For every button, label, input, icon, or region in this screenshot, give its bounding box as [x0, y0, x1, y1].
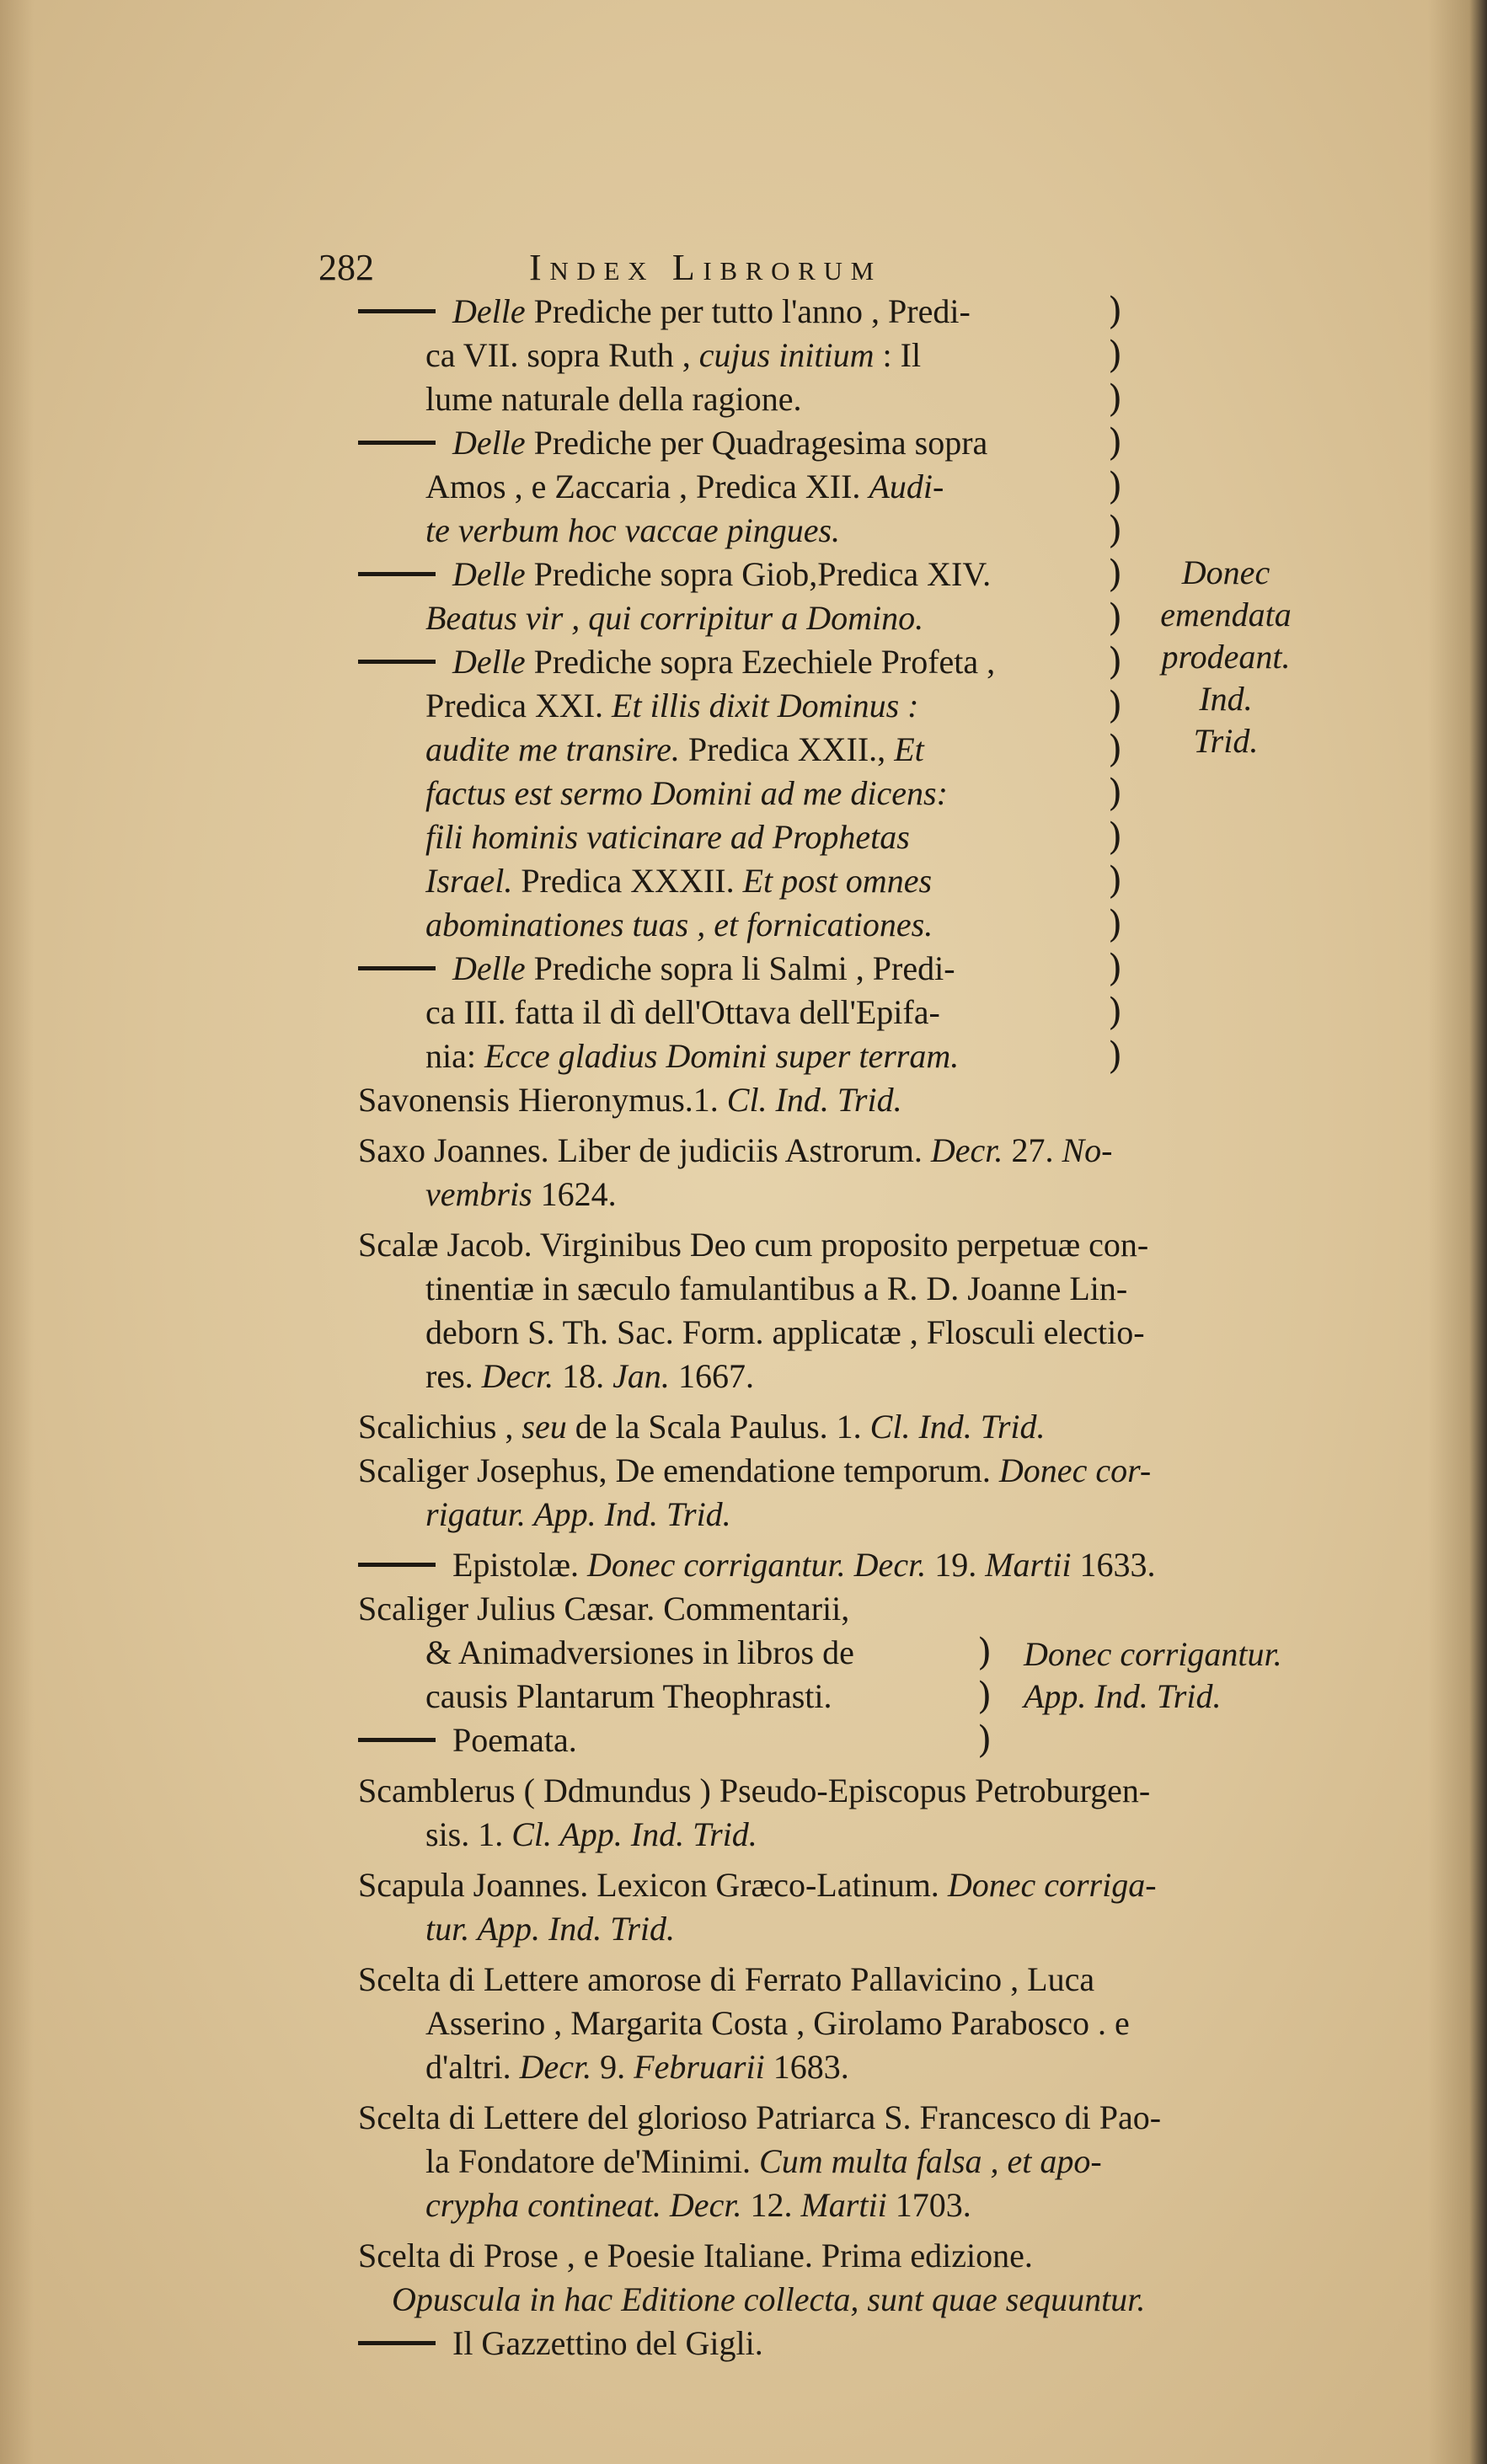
entry-text: vembris	[425, 1175, 532, 1213]
entry-text: Delle	[452, 424, 526, 462]
side-note-line: Donec corrigantur.	[1024, 1635, 1282, 1673]
entry-text: sis. 1.	[425, 1815, 512, 1853]
ditto-dash	[358, 309, 436, 313]
entry-text: Scalichius ,	[358, 1408, 522, 1446]
entry-line	[425, 1035, 959, 1077]
entry-line	[425, 729, 924, 771]
entry-text: te verbum hoc vaccae pingues.	[425, 511, 841, 549]
entry-line	[358, 1544, 1155, 1586]
entry-text: 18.	[554, 1357, 613, 1395]
entry-line	[358, 1450, 1151, 1492]
side-note-line: emendata	[1160, 596, 1292, 633]
entry-text: Scaliger Julius Cæsar. Commentarii,	[358, 1590, 850, 1628]
entry-text: 9.	[591, 2048, 634, 2086]
entry-text: la Fondatore de'Minimi.	[425, 2142, 760, 2180]
ditto-dash	[358, 2341, 436, 2345]
page-shadow-left	[0, 0, 34, 2464]
side-note-line: prodeant.	[1161, 638, 1291, 676]
entry-text: Februarii	[634, 2048, 765, 2086]
entry-text: Predica XXXII.	[512, 862, 743, 900]
entry-text: abominationes tuas , et fornicationes.	[425, 906, 933, 943]
entry-line	[358, 948, 955, 990]
entry-text: Prediche sopra li Salmi , Predi-	[525, 949, 955, 987]
brace-mark: )	[1108, 553, 1123, 596]
entry-text: tur. App. Ind. Trid.	[425, 1910, 675, 1948]
brace-mark: )	[1108, 859, 1123, 902]
entry-text: Scelta di Prose , e Poesie Italiane. Prima edizione.	[358, 2237, 1033, 2274]
entry-text: Jan.	[612, 1357, 670, 1395]
entry-line	[358, 1079, 902, 1121]
entry-line	[425, 2184, 971, 2226]
entry-text: Cl. App. Ind. Trid.	[511, 1815, 757, 1853]
entry-text: 1624.	[532, 1175, 617, 1213]
entry-line	[425, 1632, 854, 1674]
brace-mark: )	[1108, 290, 1123, 333]
entry-text: ca III. fatta il dì dell'Ottava dell'Epifa-	[425, 993, 940, 1031]
running-title: Index Librorum	[529, 247, 882, 288]
entry-text: 12.	[741, 2186, 801, 2224]
entry-text: causis Plantarum Theophrasti.	[425, 1677, 832, 1715]
entry-text: Et illis dixit Dominus :	[612, 687, 919, 724]
page-number: 282	[318, 247, 374, 288]
entry-text: : Il	[874, 336, 922, 374]
brace-mark: )	[1108, 596, 1123, 639]
entry-line	[358, 1770, 1150, 1812]
entry-line	[425, 904, 933, 946]
entry-text: Scapula Joannes. Lexicon Græco-Latinum.	[358, 1866, 948, 1904]
entry-line	[425, 334, 921, 377]
brace-mark: )	[1108, 728, 1123, 771]
entry-text: audite me transire.	[425, 730, 680, 768]
entry-text: Epistolæ.	[452, 1546, 588, 1584]
entry-text: Prediche per tutto l'anno , Predi-	[525, 292, 971, 330]
entry-text: res.	[425, 1357, 482, 1395]
entry-text: Scalæ Jacob. Virginibus Deo cum proposito perpetuæ con-	[358, 1226, 1149, 1264]
entry-text: Martii	[800, 2186, 887, 2224]
entry-text: Il Gazzettino del Gigli.	[452, 2324, 763, 2362]
brace-mark: )	[1108, 421, 1123, 464]
entry-line	[358, 1588, 849, 1630]
brace-mark: )	[977, 1631, 992, 1674]
entry-line	[358, 641, 995, 683]
page-gutter-edge	[1428, 0, 1487, 2464]
entry-line	[358, 1864, 1157, 1906]
ditto-dash	[358, 441, 436, 445]
brace-mark: )	[1108, 947, 1123, 990]
entry-text: Savonensis Hieronymus.1.	[358, 1081, 727, 1119]
entry-text: Prediche per Quadragesima sopra	[525, 424, 988, 462]
entry-text: fili hominis vaticinare ad Prophetas	[425, 818, 910, 856]
entry-text: Martii	[985, 1546, 1072, 1584]
entry-text: Decr.	[481, 1357, 554, 1395]
entry-text: 1633.	[1071, 1546, 1156, 1584]
entry-line	[358, 1406, 1046, 1448]
entry-text: Scamblerus ( Ddmundus ) Pseudo-Episcopus Petroburgen-	[358, 1772, 1151, 1809]
entry-line	[425, 1173, 617, 1216]
brace-mark: )	[977, 1675, 992, 1718]
brace-mark: )	[1108, 815, 1123, 858]
entry-text: Scelta di Lettere del glorioso Patriarca S. Francesco di Pao-	[358, 2098, 1162, 2136]
entry-line	[425, 597, 923, 639]
entry-text: d'altri.	[425, 2048, 520, 2086]
entry-line	[358, 1130, 1112, 1172]
entry-line	[358, 1719, 577, 1761]
brace-mark: )	[1108, 509, 1123, 552]
entry-line	[358, 422, 987, 464]
entry-text: Donec corriga-	[947, 1866, 1157, 1904]
brace-mark: )	[977, 1718, 992, 1761]
entry-line	[425, 1494, 731, 1536]
entry-line	[425, 816, 910, 858]
entry-text: Opuscula in hac Editione collecta, sunt quae sequuntur.	[392, 2280, 1146, 2318]
entry-text: Donec corrigantur. Decr.	[587, 1546, 927, 1584]
ditto-dash	[358, 572, 436, 576]
entry-line	[358, 2235, 1033, 2277]
entry-line	[425, 685, 918, 727]
entry-text: de la Scala Paulus. 1.	[566, 1408, 870, 1446]
entry-text: Scaliger Josephus, De emendatione temporum.	[358, 1451, 999, 1489]
entry-text: 1683.	[764, 2048, 849, 2086]
running-header	[318, 246, 1127, 297]
brace-mark: )	[1108, 684, 1123, 727]
entry-text: Predica XXII.,	[679, 730, 895, 768]
entry-line	[425, 991, 940, 1034]
entry-text: 27.	[1003, 1131, 1062, 1169]
entry-line	[358, 291, 971, 333]
entry-text: Predica XXI.	[425, 687, 612, 724]
entry-line	[425, 1908, 675, 1950]
entry-line	[425, 1676, 832, 1718]
entry-line	[425, 378, 801, 420]
entry-text: Ecce gladius Domini super terram.	[484, 1037, 960, 1075]
entry-text: Decr.	[930, 1131, 1003, 1169]
entry-text: Audi-	[869, 468, 944, 505]
entry-text: tinentiæ in sæculo famulantibus a R. D. Joanne Lin-	[425, 1269, 1128, 1307]
entry-text: Cl. Ind. Trid.	[869, 1408, 1046, 1446]
entry-line	[358, 1224, 1148, 1266]
entry-text: ca VII. sopra Ruth ,	[425, 336, 699, 374]
entry-line	[425, 510, 840, 552]
entry-line	[425, 1312, 1145, 1354]
entry-text: factus est sermo Domini ad me dicens:	[425, 774, 948, 812]
entry-text: seu	[522, 1408, 567, 1446]
side-note-donec-emendata	[1146, 552, 1306, 762]
brace-mark: )	[1108, 1034, 1123, 1077]
entry-text: Delle	[452, 555, 526, 593]
entry-line	[425, 2141, 1102, 2183]
entry-text: Prediche sopra Ezechiele Profeta ,	[525, 643, 996, 681]
entry-text: Delle	[452, 949, 526, 987]
entry-line	[392, 2279, 1145, 2321]
entry-line	[425, 860, 932, 902]
entry-text: Saxo Joannes. Liber de judiciis Astrorum.	[358, 1131, 931, 1169]
entry-text: Asserino , Margarita Costa , Girolamo Parabosco . e	[425, 2004, 1130, 2042]
ditto-dash	[358, 1738, 436, 1742]
entry-text: & Animadversiones in libros de	[425, 1633, 854, 1671]
entry-text: No-	[1062, 1131, 1113, 1169]
entry-text: cujus initium	[698, 336, 875, 374]
side-note-line: Trid.	[1193, 722, 1259, 760]
entry-line	[425, 1814, 757, 1856]
ditto-dash	[358, 660, 436, 664]
brace-mark: )	[1108, 772, 1123, 815]
side-note-line: App. Ind. Trid.	[1024, 1677, 1222, 1715]
entry-text: Beatus vir , qui corripitur a Domino.	[425, 599, 924, 637]
entry-text: crypha contineat. Decr.	[425, 2186, 742, 2224]
entry-text: Scelta di Lettere amorose di Ferrato Pallavicino , Luca	[358, 1960, 1095, 1998]
brace-mark: )	[1108, 640, 1123, 683]
entry-text: Delle	[452, 292, 526, 330]
entry-line	[425, 2002, 1130, 2044]
brace-mark: )	[1108, 991, 1123, 1034]
entry-text: Cl. Ind. Trid.	[726, 1081, 902, 1119]
entry-line	[358, 2322, 763, 2365]
brace-mark: )	[1108, 903, 1123, 946]
entry-text: Israel.	[425, 862, 513, 900]
brace-mark: )	[1108, 377, 1123, 420]
entry-text: Donec cor-	[998, 1451, 1152, 1489]
entry-text: Et	[894, 730, 924, 768]
entry-text: Amos , e Zaccaria , Predica XII.	[425, 468, 869, 505]
entry-text: Poemata.	[452, 1721, 577, 1759]
entry-text: Decr.	[519, 2048, 592, 2086]
entry-text: Cum multa falsa , et apo-	[759, 2142, 1102, 2180]
entry-text: Prediche sopra Giob,Predica XIV.	[525, 555, 992, 593]
entry-text: 1667.	[669, 1357, 754, 1395]
entry-text: 19.	[926, 1546, 986, 1584]
entry-line	[358, 2097, 1161, 2139]
entry-text: Delle	[452, 643, 526, 681]
entry-text: Et post omnes	[742, 862, 933, 900]
entry-text: deborn S. Th. Sac. Form. applicatæ , Flosculi electio-	[425, 1313, 1145, 1351]
entry-line	[425, 466, 944, 508]
side-note-line: Donec	[1181, 553, 1270, 591]
entry-line	[358, 553, 991, 596]
brace-mark: )	[1108, 465, 1123, 508]
entry-line	[425, 1355, 754, 1398]
entry-line	[425, 2046, 849, 2088]
brace-mark: )	[1108, 334, 1123, 377]
entry-text: nia:	[425, 1037, 484, 1075]
ditto-dash	[358, 1563, 436, 1567]
entry-line	[358, 1959, 1094, 2001]
entry-text: rigatur. App. Ind. Trid.	[425, 1495, 731, 1533]
ditto-dash	[358, 966, 436, 970]
entry-text: lume naturale della ragione.	[425, 380, 802, 418]
entry-line	[425, 1268, 1127, 1310]
side-note-donec-corrigantur	[1024, 1633, 1361, 1718]
entry-text: 1703.	[886, 2186, 971, 2224]
side-note-line: Ind.	[1199, 680, 1253, 718]
entry-line	[425, 772, 948, 815]
